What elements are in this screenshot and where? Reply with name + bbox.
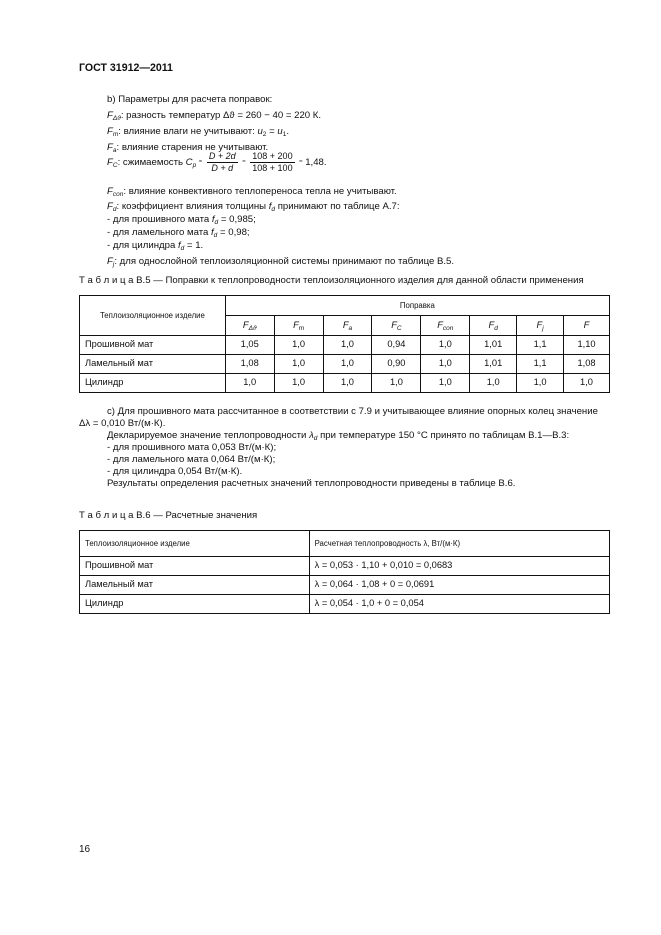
param-f-con: $F_{con}$: влияние конвективного теплопереноса тепла не учитывают. [107,186,397,198]
param-f-j: $F_j$: для однослойной теплоизоляционной системы принимают по таблице В.5. [107,256,455,268]
table-cell: Цилиндр [80,595,310,614]
page-number: 16 [79,844,91,855]
table-cell: 1,1 [517,336,564,355]
table-row [80,336,610,355]
table6 [79,530,610,614]
param-f-m: $F_m$: влияние влаги не учитывают: $u_2 = u_1$. [107,126,289,138]
section-c-line3: Декларируемое значение теплопроводности $\lambda_d$ при температуре 150 °С принято по таблицам В.1—В.3: [107,430,570,442]
table5-header-product: Теплоизоляционное изделие [80,296,226,336]
table-cell: Цилиндр [80,374,226,393]
table-cell: 1,01 [470,336,517,355]
list-item: - для ламельного мата $f_d = 0,98$; [107,227,250,239]
table-row [80,576,610,595]
list-item: - для цилиндра 0,054 Вт/(м·К). [107,466,243,477]
table-cell: 1,01 [470,355,517,374]
table-cell: 0,90 [372,355,421,374]
table-cell: 1,1 [517,355,564,374]
table5-col-header: $F_d$ [470,316,517,336]
param-f-a: $F_a$: влияние старения не учитывают. [107,142,269,154]
table-row [80,557,610,576]
table6-header-value: Расчетная теплопроводность λ, Вт/(м·К) [309,531,609,557]
table-row [80,374,610,393]
table-cell: 1,0 [274,336,323,355]
table-cell: 1,0 [274,374,323,393]
table-cell: Ламельный мат [80,576,310,595]
table-row [80,355,610,374]
fraction-formula: $\frac{D + 2d}{D + d}$ [208,151,236,173]
table-cell: 1,0 [323,355,372,374]
list-item: - для ламельного мата 0,064 Вт/(м·К); [107,454,276,465]
section-c-conclusion: Результаты определения расчетных значений теплопроводности приведены в таблице В.6. [107,478,516,489]
fraction-values: $\frac{108 + 200}{108 + 100}$ [252,151,293,173]
params-intro: b) Параметры для расчета поправок: [107,94,273,105]
table5-col-header: F [564,316,610,336]
table5-col-header: $F_m$ [274,316,323,336]
table6-caption: Т а б л и ц а В.6 — Расчетные значения [79,510,258,521]
param-f-d: $F_d$: коэффициент влияния толщины $f_d$ принимают по таблице А.7: [107,201,400,213]
table-cell: 1,0 [274,355,323,374]
table5-col-header: $F_{\Delta ϑ}$ [225,316,274,336]
table5-col-header: $F_C$ [372,316,421,336]
table5-col-header: $F_j$ [517,316,564,336]
list-item: - для цилиндра $f_d = 1$. [107,240,204,252]
table5-header-group: Поправка [225,296,609,316]
table-cell: 1,0 [225,374,274,393]
table-cell: Прошивной мат [80,557,310,576]
table-cell: 1,0 [470,374,517,393]
table-cell: 0,94 [372,336,421,355]
table-cell: 1,08 [564,355,610,374]
list-item: - для прошивного мата 0,053 Вт/(м·К); [107,442,277,453]
table5-caption: Т а б л и ц а В.5 — Поправки к теплопроводности теплоизоляционного изделия для данной области применения [79,275,584,286]
table-cell: 1,0 [323,374,372,393]
list-item: - для прошивного мата $f_d = 0,985$; [107,214,256,226]
table-cell: 1,05 [225,336,274,355]
table-cell: 1,0 [421,374,470,393]
param-f-c: $F_C$: сжимаемость $C_p$ ≈ $\frac{D + 2d}{D + d}$ ≈ $\frac{108 + 200}{108 + 100}$ ≈ 1,48. [107,151,327,173]
table-cell: λ = 0,064 · 1,08 + 0 = 0,0691 [309,576,609,595]
table-cell: 1,0 [517,374,564,393]
table5-col-header: $F_a$ [323,316,372,336]
table-cell: 1,10 [564,336,610,355]
table-cell: Прошивной мат [80,336,226,355]
document-header: ГОСТ 31912—2011 [79,62,173,74]
table-cell: 1,0 [372,374,421,393]
table-cell: Ламельный мат [80,355,226,374]
table-cell: λ = 0,054 · 1,0 + 0 = 0,054 [309,595,609,614]
table6-header-product: Теплоизоляционное изделие [80,531,310,557]
table-cell: 1,0 [323,336,372,355]
table-cell: 1,0 [421,355,470,374]
table-cell: λ = 0,053 · 1,10 + 0,010 = 0,0683 [309,557,609,576]
table5 [79,295,610,393]
table-cell: 1,0 [564,374,610,393]
table-cell: 1,08 [225,355,274,374]
table5-col-header: $F_{con}$ [421,316,470,336]
table-cell: 1,0 [421,336,470,355]
section-c-line2: Δλ = 0,010 Вт/(м·К). [79,418,166,429]
param-f-dtheta: $F_{\Delta ϑ}$: разность температур Δϑ = 260 − 40 = 220 К. [107,110,322,122]
section-c-line1: c) Для прошивного мата рассчитанное в соответствии с 7.9 и учитывающее влияние опорных колец значение [107,406,598,417]
table-row [80,595,610,614]
